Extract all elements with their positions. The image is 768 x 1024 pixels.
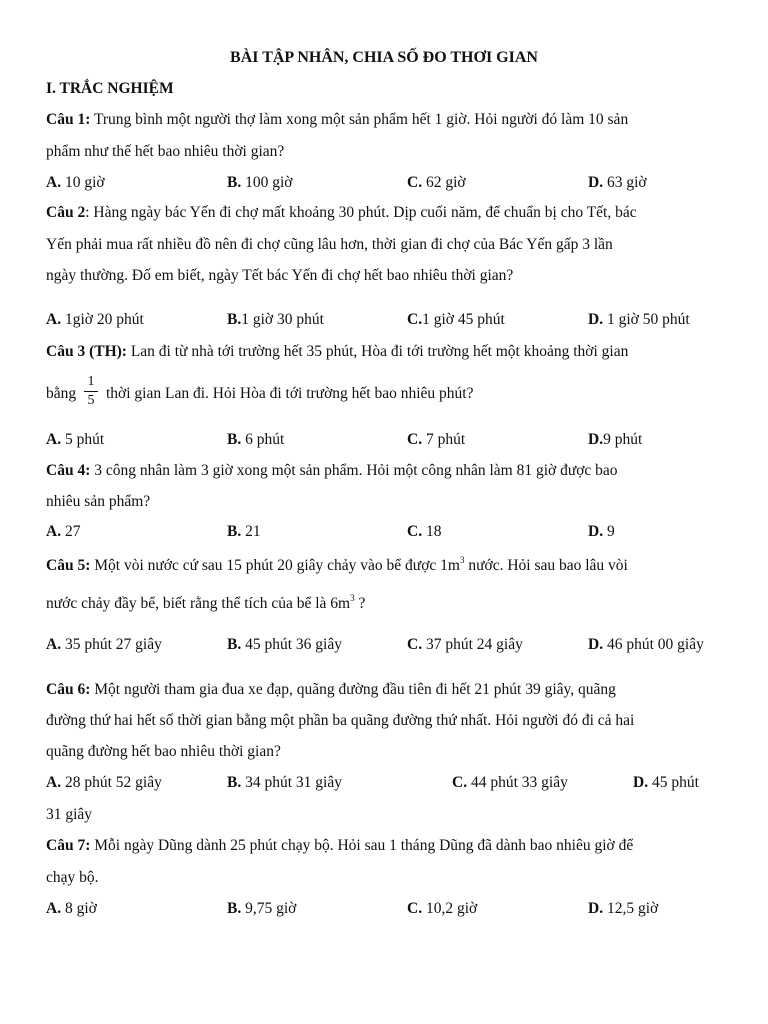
question-7-text-line1: Mỗi ngày Dũng dành 25 phút chạy bộ. Hỏi sau 1 tháng Dũng đã dành bao nhiêu giờ để xyxy=(90,837,634,854)
question-2 xyxy=(46,203,637,223)
q2-option-d[interactable]: D. 1 giờ 50 phút xyxy=(588,311,690,328)
fraction-one-fifth xyxy=(84,374,98,409)
fraction-denominator: 5 xyxy=(87,393,95,408)
question-6-label: Câu 6: xyxy=(46,681,91,698)
q7-option-d[interactable]: D. 12,5 giờ xyxy=(588,900,659,917)
q6-option-d-wrap: 31 giây xyxy=(46,806,93,823)
q4-option-a[interactable]: A. 27 xyxy=(46,523,81,540)
question-4-label: Câu 4: xyxy=(46,462,91,479)
question-2-label: Câu 2 xyxy=(46,204,86,221)
q4-option-b[interactable]: B. 21 xyxy=(227,523,261,540)
fraction-numerator: 1 xyxy=(87,374,95,389)
q3-option-a[interactable]: A. 5 phút xyxy=(46,431,105,448)
question-1-label: Câu 1: xyxy=(46,111,91,128)
question-4-text-line1: 3 công nhân làm 3 giờ xong một sản phẩm. Hỏi một công nhân làm 81 giờ được bao xyxy=(90,462,618,479)
question-3-label: Câu 3 (TH): xyxy=(46,343,127,360)
q4-option-c[interactable]: C. 18 xyxy=(407,523,442,540)
q6-option-a[interactable]: A. 28 phút 52 giây xyxy=(46,774,162,791)
q1-option-c[interactable]: C. 62 giờ xyxy=(407,174,466,191)
q6-option-c[interactable]: C. 44 phút 33 giây xyxy=(452,774,568,791)
question-2-text-line1: : Hàng ngày bác Yến đi chợ mất khoảng 30 phút. Dịp cuối năm, để chuẩn bị cho Tết, bác xyxy=(85,204,637,221)
q3-option-d[interactable]: D.9 phút xyxy=(588,431,643,448)
page-title: BÀI TẬP NHÂN, CHIA SỐ ĐO THƠI GIAN xyxy=(230,49,538,66)
question-7-label: Câu 7: xyxy=(46,837,91,854)
q7-option-b[interactable]: B. 9,75 giờ xyxy=(227,900,297,917)
q4-option-d[interactable]: D. 9 xyxy=(588,523,615,540)
question-1-text-line2: phẩm như thế hết bao nhiêu thời gian? xyxy=(46,143,285,160)
q1-option-a[interactable]: A. 10 giờ xyxy=(46,174,105,191)
q5-option-a[interactable]: A. 35 phút 27 giây xyxy=(46,636,162,653)
q2-option-c[interactable]: C.1 giờ 45 phút xyxy=(407,311,505,328)
question-6 xyxy=(46,680,616,700)
section-heading: I. TRẮC NGHIỆM xyxy=(46,80,174,97)
question-3-text-post: thời gian Lan đi. Hỏi Hòa đi tới trường hết bao nhiêu phút? xyxy=(106,385,474,402)
question-5-label: Câu 5: xyxy=(46,557,91,574)
question-4-text-line2: nhiêu sản phẩm? xyxy=(46,493,151,510)
q1-option-b[interactable]: B. 100 giờ xyxy=(227,174,293,191)
question-5-text-line2: nước chảy đầy bể, biết rằng thể tích của bể là $6m^3$ ? xyxy=(46,593,366,612)
q5-option-c[interactable]: C. 37 phút 24 giây xyxy=(407,636,523,653)
question-6-text-line3: quãng đường hết bao nhiêu thời gian? xyxy=(46,743,281,760)
question-2-text-line2: Yến phải mua rất nhiều đồ nên đi chợ cũng lâu hơn, thời gian đi chợ của Bác Yến gấp 3 lần xyxy=(46,236,613,253)
superscript-cubed: 3 xyxy=(350,593,355,603)
question-6-text-line2: đường thứ hai hết số thời gian bằng một phần ba quãng đường thứ nhất. Hỏi người đó đi cả hai xyxy=(46,712,635,729)
q7-option-c[interactable]: C. 10,2 giờ xyxy=(407,900,478,917)
question-6-text-line1: Một người tham gia đua xe đạp, quãng đường đầu tiên đi hết 21 phút 39 giây, quãng xyxy=(90,681,616,698)
question-3-text-pre: bằng xyxy=(46,385,77,402)
question-3-text-line1: Lan đi từ nhà tới trường hết 35 phút, Hòa đi tới trường hết một khoảng thời gian xyxy=(126,343,629,360)
q3-option-b[interactable]: B. 6 phút xyxy=(227,431,285,448)
question-7 xyxy=(46,836,633,856)
superscript-cubed: 3 xyxy=(459,555,465,565)
q6-option-b[interactable]: B. 34 phút 31 giây xyxy=(227,774,342,791)
q2-option-a[interactable]: A. 1giờ 20 phút xyxy=(46,311,144,328)
q1-option-d[interactable]: D. 63 giờ xyxy=(588,174,647,191)
question-3 xyxy=(46,342,628,362)
q5-option-d[interactable]: D. 46 phút 00 giây xyxy=(588,636,704,653)
question-5: Câu 5: Một vòi nước cứ sau 15 phút 20 giây chảy vào bể được $1m^3$ nước. Hỏi sau bao lâu vòi xyxy=(46,555,628,574)
q5-option-b[interactable]: B. 45 phút 36 giây xyxy=(227,636,342,653)
question-1-text-line1: Trung bình một người thợ làm xong một sản phẩm hết 1 giờ. Hỏi người đó làm 10 sản xyxy=(90,111,629,128)
question-7-text-line2: chạy bộ. xyxy=(46,869,99,886)
question-4 xyxy=(46,461,618,481)
q3-option-c[interactable]: C. 7 phút xyxy=(407,431,466,448)
question-1 xyxy=(46,110,628,130)
q2-option-b[interactable]: B.1 giờ 30 phút xyxy=(227,311,324,328)
q7-option-a[interactable]: A. 8 giờ xyxy=(46,900,97,917)
q6-option-d[interactable]: D. 45 phút xyxy=(633,774,699,791)
fraction-bar xyxy=(84,391,98,392)
question-2-text-line3: ngày thường. Đố em biết, ngày Tết bác Yến đi chợ hết bao nhiêu thời gian? xyxy=(46,267,514,284)
